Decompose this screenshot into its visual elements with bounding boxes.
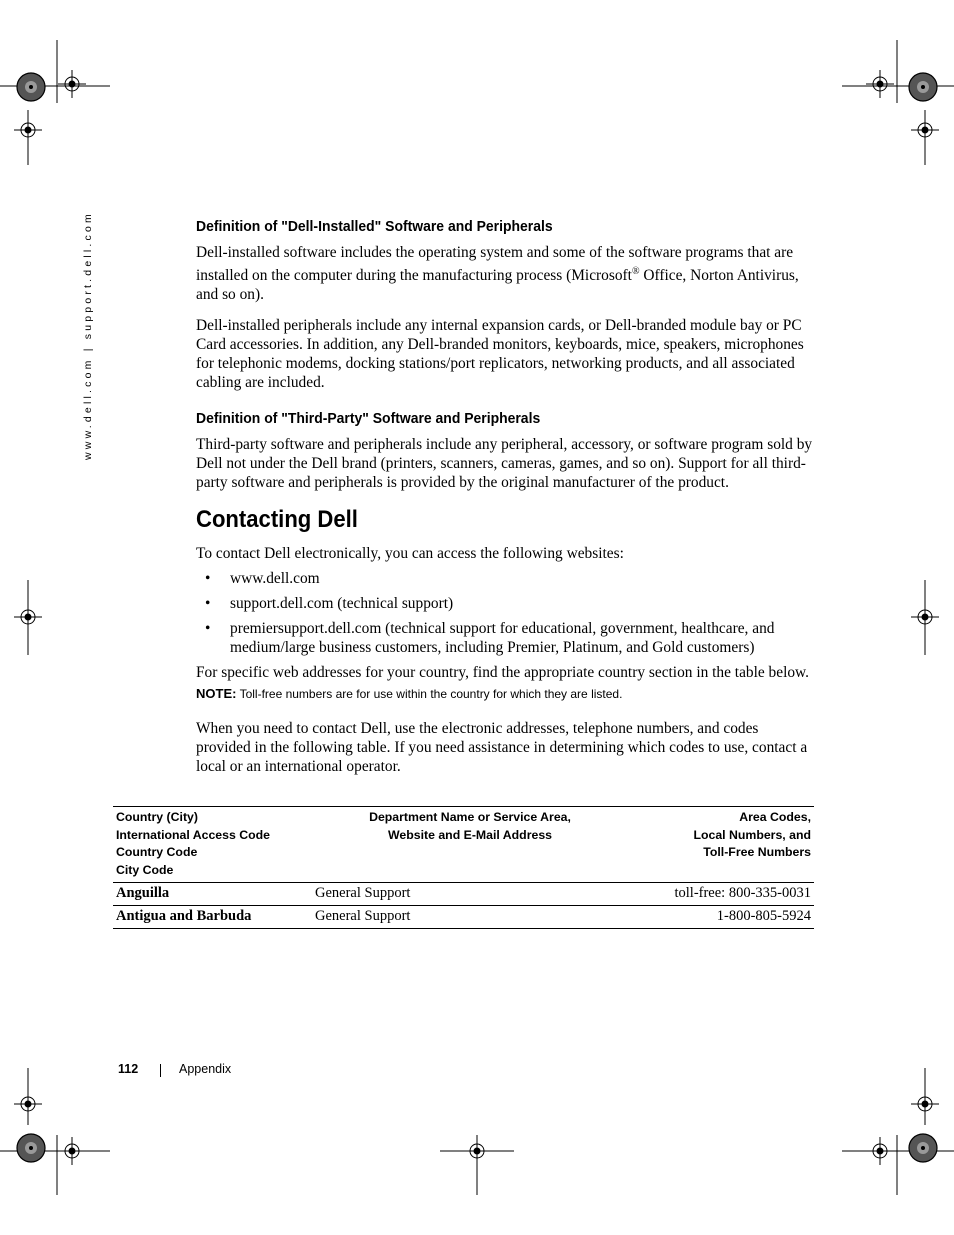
link-premiersupport[interactable]: premiersupport.dell.com <box>230 620 382 638</box>
link-dell[interactable]: www.dell.com <box>230 570 320 588</box>
list-item <box>196 569 816 588</box>
paragraph-contact-intro: To contact Dell electronically, you can access the following websites: <box>196 545 624 563</box>
footer-section-title: Appendix <box>179 1062 232 1076</box>
header-line: Website and E-Mail Address <box>388 827 552 842</box>
paragraph-specific-addresses: For specific web addresses for your country, find the appropriate country section in the table below. <box>196 664 810 682</box>
link-desc: (technical support for educational, government, healthcare, and medium/large business customers, including Premier, Platinum, and Gold customers) <box>230 620 775 657</box>
registered-mark: ® <box>631 266 640 277</box>
header-line: Department Name or Service Area, <box>369 810 571 824</box>
table-header-row <box>113 807 814 883</box>
text-software-after: Office, Norton Antivirus, and so on). <box>196 267 799 304</box>
header-line: International Access Code <box>116 827 270 842</box>
main-content <box>196 218 816 788</box>
list-item <box>196 594 816 613</box>
cell-country: Antigua and Barbuda <box>113 906 312 929</box>
contact-table <box>113 806 814 929</box>
paragraph-third-party: Third-party software and peripherals include any peripheral, accessory, or software program sold by Dell not under the Dell brand (printers, scanners, cameras, games, and so on). Support for all third-party software and peripherals is provided by the original manufacturer of the product. <box>196 436 813 492</box>
header-line: Country Code <box>116 845 198 859</box>
paragraph-when-contact: When you need to contact Dell, use the electronic addresses, telephone numbers, and codes provided in the following table. If you need assistance in determining which codes to use, contact a local or an international operator. <box>196 720 808 776</box>
table-row <box>113 906 814 929</box>
bullet: • <box>205 570 211 588</box>
header-numbers <box>628 807 814 883</box>
link-support[interactable]: support.dell.com <box>230 595 334 613</box>
header-department <box>312 807 628 883</box>
page-number: 112 <box>118 1062 139 1076</box>
cell-department: General Support <box>312 906 628 929</box>
note-label: NOTE: <box>196 686 237 702</box>
list-item <box>196 619 816 657</box>
note-text: Toll-free numbers are for use within the country for which they are listed. <box>236 687 623 702</box>
header-line: Local Numbers, and <box>693 827 811 842</box>
website-list <box>196 569 816 657</box>
cell-number: toll-free: 800-335-0031 <box>628 883 814 906</box>
text-software-before: Dell-installed software includes the operating system and some of the software programs that are installed on the computer during the manufacturing process (Microsoft <box>196 244 794 285</box>
heading-contacting-dell: Contacting Dell <box>196 506 358 534</box>
note <box>196 686 816 701</box>
cell-country: Anguilla <box>113 883 312 906</box>
paragraph-dell-installed-peripherals: Dell-installed peripherals include any internal expansion cards, or Dell-branded module bay or PC Card accessories. In addition, any Dell-branded monitors, keyboards, mice, speakers, microphones for telephonic modems, docking stations/port replicators, networking products, and all associated cabling are included. <box>196 317 804 392</box>
heading-third-party: Definition of "Third-Party" Software and Peripherals <box>196 410 541 428</box>
header-line: Area Codes, <box>739 810 811 824</box>
bullet: • <box>205 620 211 638</box>
page-footer <box>118 1062 232 1076</box>
paragraph-dell-installed-software <box>196 243 816 304</box>
header-line: Country (City) <box>116 810 198 824</box>
header-line: City Code <box>116 862 174 877</box>
header-country <box>113 807 312 883</box>
cell-number: 1-800-805-5924 <box>628 906 814 929</box>
header-line: Toll-Free Numbers <box>703 845 811 859</box>
sidebar-url: www.dell.com | support.dell.com <box>82 211 94 460</box>
link-desc: (technical support) <box>333 595 454 613</box>
footer-divider <box>160 1064 161 1077</box>
table-row <box>113 883 814 906</box>
heading-dell-installed: Definition of "Dell-Installed" Software and Peripherals <box>196 218 553 235</box>
cell-department: General Support <box>312 883 628 906</box>
bullet: • <box>205 595 211 613</box>
